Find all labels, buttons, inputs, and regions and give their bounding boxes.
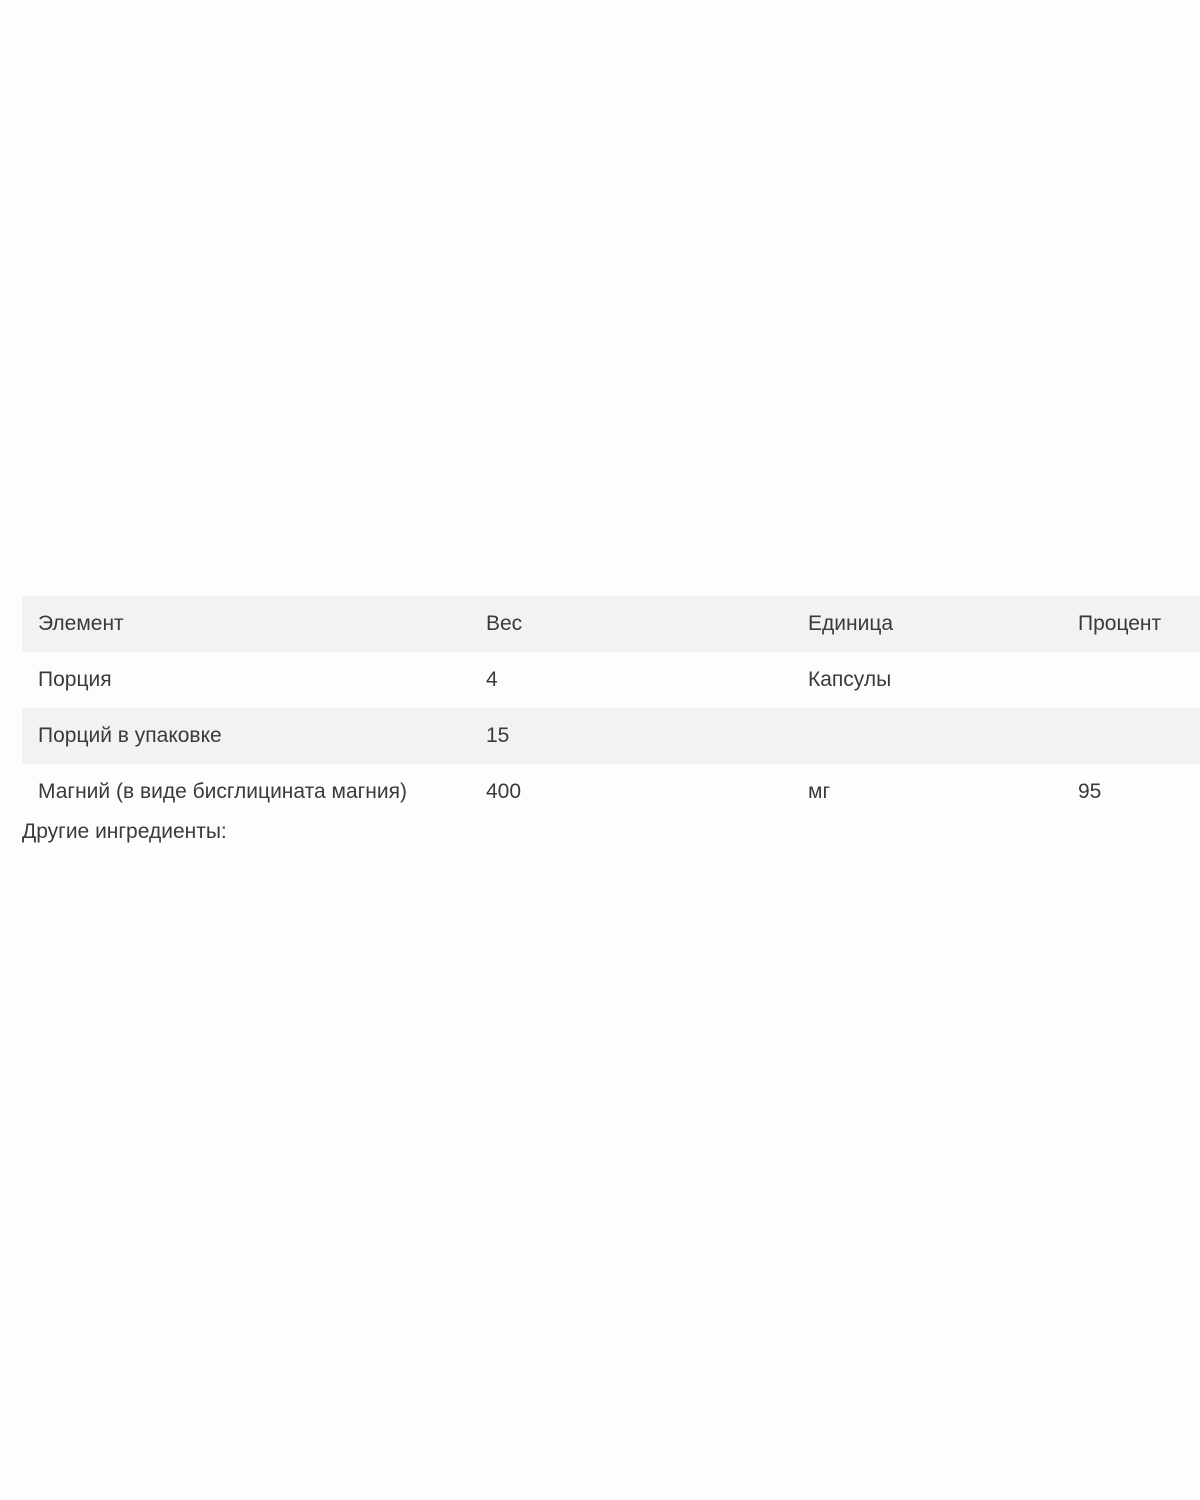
- cell-percent: [1062, 652, 1200, 708]
- cell-weight: 4: [486, 668, 498, 691]
- table-row: [22, 652, 1200, 708]
- cell-percent: [1062, 708, 1200, 764]
- column-header-percent: Процент: [1078, 612, 1162, 635]
- cell-unit: мг: [808, 780, 831, 803]
- cell-weight: 400: [486, 780, 522, 803]
- supplement-facts-table: [22, 596, 1200, 820]
- table-row: [22, 764, 1200, 820]
- cell-element: Порция: [38, 668, 112, 691]
- supplement-facts-table-container: [22, 596, 1200, 820]
- cell-unit: [792, 708, 1062, 764]
- cell-unit: Капсулы: [808, 668, 892, 691]
- cell-element: Порций в упаковке: [38, 724, 222, 747]
- other-ingredients-label: Другие ингредиенты:: [22, 820, 227, 843]
- column-header-unit: Единица: [808, 612, 894, 635]
- table-row: [22, 708, 1200, 764]
- table-header-row: [22, 596, 1200, 652]
- cell-element: Магний (в виде бисглицината магния): [38, 780, 407, 803]
- column-header-element: Элемент: [38, 612, 124, 635]
- cell-percent: 95: [1078, 780, 1102, 803]
- cell-weight: 15: [486, 724, 510, 747]
- column-header-weight: Вес: [486, 612, 523, 635]
